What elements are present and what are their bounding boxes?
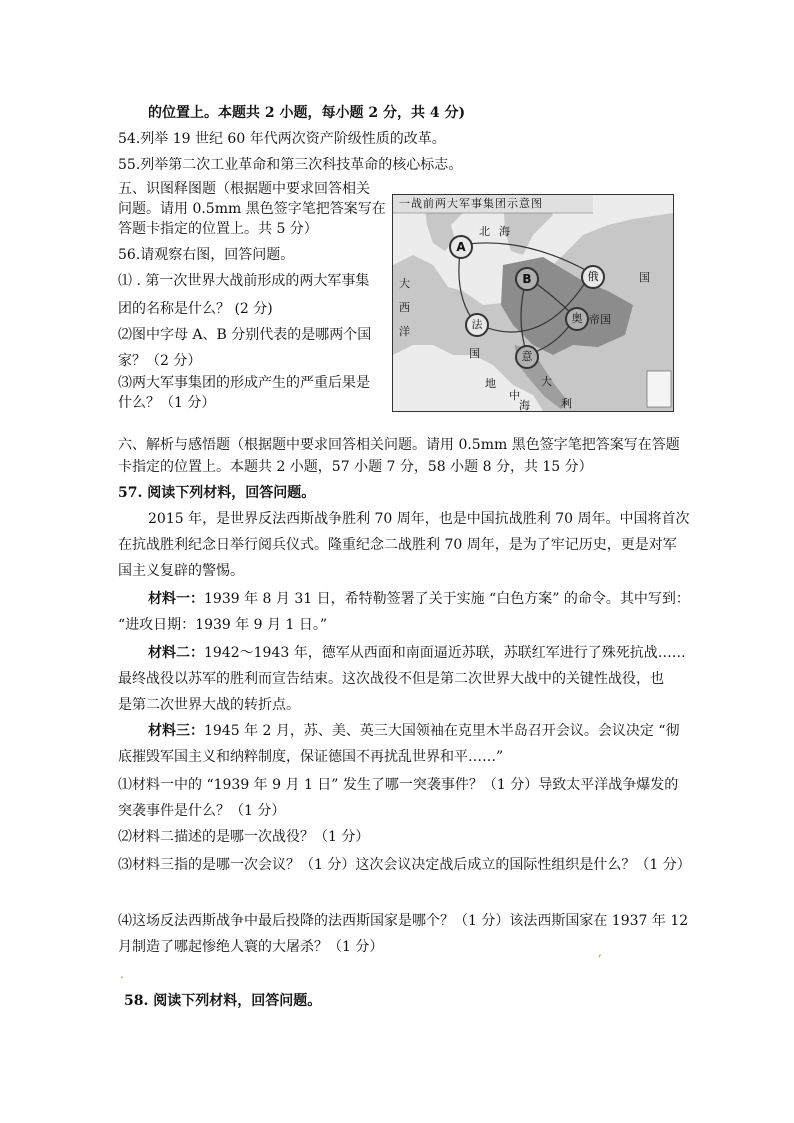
map-label: 北 [479, 225, 490, 238]
line-9: ⑵图中字母 A、B 分别代表的是哪两个国 [118, 327, 372, 343]
line-30: ⑷这场反法西斯战争中最后投降的法西斯国家是哪个？（1 分）该法西斯国家在 1937 年 12 [118, 913, 689, 929]
line-11: ⑶两大军事集团的形成产生的严重后果是 [118, 375, 370, 391]
line-25: 底摧毁军国主义和纳粹制度，保证德国不再扰乱世界和平……” [118, 749, 504, 765]
line-2: 55.列举第二次工业革命和第三次科技革命的核心标志。 [118, 157, 463, 173]
material-3-text: 1945 年 2 月，苏、美、英三大国领袖在克里木半岛召开会议。会议决定 “彻 [204, 723, 680, 739]
line-28: ⑵材料二描述的是哪一次战役？（1 分） [118, 829, 370, 845]
material-2-text: 1942～1943 年，德军从西面和南面逼近苏联，苏联红军进行了殊死抗战…… [204, 645, 686, 661]
map-label: 国 [639, 271, 650, 284]
line-4: 问题。请用 0.5mm 黑色签字笔把答案写在 [118, 201, 386, 217]
alliance-map-svg [393, 195, 673, 411]
line-29: ⑶材料三指的是哪一次会议？（1 分）这次会议决定战后成立的国际性组织是什么？（1 分） [118, 857, 691, 873]
material-3-label: 材料三： [148, 723, 204, 739]
line-1: 54.列举 19 世纪 60 年代两次资产阶级性质的改革。 [118, 131, 446, 147]
line-20: “进攻日期：1939 年 9 月 1 日。” [118, 617, 328, 633]
line-14: 卡指定的位置上。本题共 2 小题，57 小题 7 分，58 小题 8 分，共 15 分） [118, 459, 593, 475]
map-label: 帝国 [589, 313, 611, 326]
map-label: 海 [499, 225, 510, 238]
line-22: 最终战役以苏军的胜利而宣告结束。这次战役不但是第二次世界大战中的关键性战役，也 [118, 671, 664, 687]
map-label: 利 [561, 397, 572, 410]
line-10: 家？（2 分） [118, 353, 202, 369]
line-3: 五、识图释图题（根据题中要求回答相关 [118, 181, 370, 197]
speck-mark: , [598, 945, 602, 959]
map-marker-b: B [515, 267, 539, 291]
map-marker-austria: 奥 [565, 307, 589, 331]
line-32: 58. 阅读下列材料，回答问题。 [124, 993, 322, 1009]
map-label: 国 [469, 347, 480, 360]
line-7: ⑴ . 第一次世界大战前形成的两大军事集 [118, 273, 370, 289]
map-marker-france: 法 [465, 313, 489, 337]
map-label: 中 [509, 389, 520, 402]
map-label: 西 [399, 301, 410, 314]
material-2-label: 材料二： [148, 645, 204, 661]
line-17: 在抗战胜利纪念日举行阅兵仪式。隆重纪念二战胜利 70 周年，是为了牢记历史，更是对军 [118, 537, 677, 553]
line-18: 国主义复辟的警惕。 [118, 563, 244, 579]
line-13: 六、解析与感悟题（根据题中要求回答相关问题。请用 0.5mm 黑色签字笔把答案写在答题 [118, 437, 680, 453]
map-label: 大 [541, 375, 552, 388]
line-23: 是第二次世界大战的转折点。 [118, 697, 300, 713]
material-1-label: 材料一： [148, 591, 204, 607]
speck-mark: . [120, 967, 124, 981]
line-12: 什么？（1 分） [118, 395, 216, 411]
line-31: 月制造了哪起惨绝人寰的大屠杀？（1 分） [118, 939, 384, 955]
material-1-text: 1939 年 8 月 31 日，希特勒签署了关于实施 “白色方案” 的命令。其中写到： [204, 591, 690, 607]
line-26: ⑴材料一中的 “1939 年 9 月 1 日” 发生了哪一突袭事件？（1 分）导致太平洋战争爆发的 [118, 777, 679, 793]
line-6: 56.请观察右图，回答问题。 [118, 247, 295, 263]
map-marker-a: A [449, 235, 473, 259]
line-5: 答题卡指定的位置上。共 5 分） [118, 221, 318, 237]
line-16: 2015 年，是世界反法西斯战争胜利 70 周年，也是中国抗战胜利 70 周年。中国将首次 [148, 511, 690, 527]
map-marker-italy: 意 [515, 345, 539, 369]
alliance-map [392, 194, 674, 412]
line-21 [148, 644, 686, 662]
line-0: 的位置上。本题共 2 小题，每小题 2 分，共 4 分) [148, 105, 466, 121]
line-24 [148, 722, 680, 740]
line-27: 突袭事件是什么？（1 分） [118, 803, 286, 819]
line-19 [148, 590, 690, 608]
map-label: 大 [399, 277, 410, 290]
map-label: 洋 [399, 325, 410, 338]
map-label: 海 [519, 399, 530, 412]
map-title: 一战前两大军事集团示意图 [399, 197, 543, 210]
map-label: 地 [485, 377, 496, 390]
map-marker-russia: 俄 [581, 265, 605, 289]
line-15: 57. 阅读下列材料，回答问题。 [118, 485, 316, 501]
line-8: 团的名称是什么？ (2 分) [118, 301, 273, 317]
